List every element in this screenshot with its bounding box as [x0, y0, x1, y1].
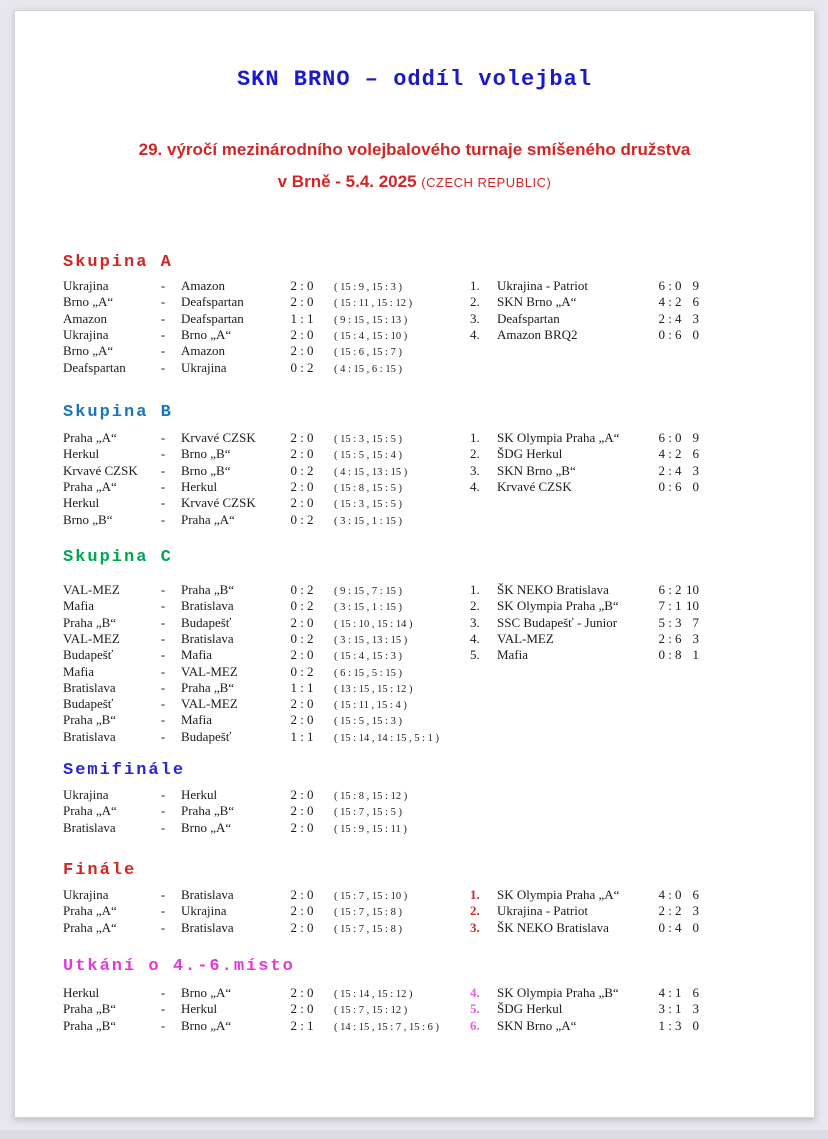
home-team: Mafia: [63, 663, 95, 679]
separator-dash: -: [160, 294, 166, 310]
standings-score: 2 : 6: [658, 630, 682, 646]
standings-points: 1: [692, 647, 699, 663]
home-team: Amazon: [63, 310, 108, 326]
separator-dash: -: [160, 1017, 166, 1033]
match-score: 2 : 0: [290, 1001, 314, 1017]
standings-row: [15, 479, 814, 495]
standings-points: 6: [692, 887, 699, 902]
set-scores: ( 15 : 3 , 15 : 5 ): [334, 499, 402, 511]
set-scores: ( 15 : 3 , 15 : 5 ): [334, 434, 402, 445]
match-score: 0 : 2: [290, 511, 314, 527]
match-row: [15, 512, 814, 528]
home-team: Brno „A“: [63, 343, 114, 359]
set-scores: ( 15 : 7 , 15 : 10 ): [334, 891, 408, 902]
home-team: Deafspartan: [63, 359, 126, 375]
standings-points: 3: [692, 462, 699, 478]
set-scores: ( 15 : 6 , 15 : 7 ): [334, 347, 402, 359]
home-team: Praha „A“: [63, 430, 117, 445]
standings-points: 9: [692, 430, 699, 445]
home-team: VAL-MEZ: [63, 582, 120, 597]
home-team: Ukrajina: [63, 887, 109, 902]
home-team: Krvavé CZSK: [63, 462, 138, 478]
standings-points: 10: [686, 598, 699, 614]
standings-team: VAL-MEZ: [497, 630, 554, 646]
home-team: Ukrajina: [63, 787, 109, 802]
match-score: 2 : 0: [290, 903, 314, 919]
separator-dash: -: [160, 582, 166, 597]
standings-points: 0: [692, 1017, 699, 1033]
match-row: [15, 343, 814, 359]
away-team: Brno „B“: [181, 446, 231, 462]
viewer-bottom-strip: [0, 1130, 828, 1139]
away-team: Brno „A“: [181, 985, 232, 1000]
set-scores: ( 15 : 5 , 15 : 4 ): [334, 450, 402, 462]
standings-rank: 1.: [470, 278, 480, 293]
standings-row: [15, 327, 814, 343]
away-team: Krvavé CZSK: [181, 430, 256, 445]
standings-row: [15, 887, 814, 903]
standings-rank: 4.: [470, 478, 480, 494]
separator-dash: -: [160, 679, 166, 695]
standings-points: 6: [692, 294, 699, 310]
set-scores: ( 15 : 11 , 15 : 12 ): [334, 298, 413, 310]
standings-rank: 4.: [470, 630, 480, 646]
standings-row: [15, 631, 814, 647]
standings-row: [15, 446, 814, 462]
home-team: Praha „A“: [63, 803, 117, 819]
standings-score: 0 : 6: [658, 326, 682, 342]
away-team: Mafia: [181, 712, 213, 728]
away-team: Herkul: [181, 478, 218, 494]
standings-points: 0: [692, 326, 699, 342]
separator-dash: -: [160, 903, 166, 919]
match-score: 0 : 2: [290, 598, 314, 614]
away-team: Amazon: [181, 278, 226, 293]
separator-dash: -: [160, 1001, 166, 1017]
standings-rank: 3.: [470, 310, 480, 326]
standings-row: [15, 920, 814, 936]
match-row: [15, 803, 814, 819]
away-team: Praha „B“: [181, 582, 235, 597]
away-team: Deafspartan: [181, 310, 244, 326]
set-scores: ( 9 : 15 , 7 : 15 ): [334, 586, 402, 597]
home-team: Herkul: [63, 495, 100, 511]
standings-row: [15, 278, 814, 294]
set-scores: ( 15 : 8 , 15 : 12 ): [334, 791, 408, 802]
home-team: Ukrajina: [63, 278, 109, 293]
standings-rank: 5.: [470, 647, 480, 663]
match-score: 2 : 0: [290, 614, 314, 630]
match-row: [15, 360, 814, 376]
set-scores: ( 15 : 7 , 15 : 5 ): [334, 807, 402, 819]
home-team: Bratislava: [63, 679, 116, 695]
tournament-country-note: (CZECH REPUBLIC): [421, 175, 552, 190]
standings-team: ŠDG Herkul: [497, 446, 563, 462]
match-row: [15, 680, 814, 696]
away-team: VAL-MEZ: [181, 663, 238, 679]
home-team: Praha „A“: [63, 478, 117, 494]
match-score: 1 : 1: [290, 679, 314, 695]
standings-score: 1 : 3: [658, 1017, 682, 1033]
standings-score: 4 : 2: [658, 294, 682, 310]
match-score: 2 : 0: [290, 343, 314, 359]
separator-dash: -: [160, 511, 166, 527]
standings-score: 6 : 0: [658, 430, 682, 445]
home-team: Praha „A“: [63, 903, 117, 919]
standings-rank: 2.: [470, 446, 480, 462]
separator-dash: -: [160, 326, 166, 342]
match-score: 2 : 0: [290, 478, 314, 494]
standings-points: 6: [692, 446, 699, 462]
set-scores: ( 9 : 15 , 15 : 13 ): [334, 314, 408, 326]
standings-rank: 2.: [470, 903, 480, 919]
separator-dash: -: [160, 495, 166, 511]
separator-dash: -: [160, 887, 166, 902]
match-row: [15, 712, 814, 728]
standings-team: SKN Brno „A“: [497, 294, 577, 310]
set-scores: ( 4 : 15 , 6 : 15 ): [334, 363, 402, 375]
section-title: Skupina C: [63, 548, 173, 567]
standings-score: 3 : 1: [658, 1001, 682, 1017]
match-score: 2 : 0: [290, 887, 314, 902]
standings-team: ŠK NEKO Bratislava: [497, 582, 609, 597]
standings-score: 2 : 4: [658, 462, 682, 478]
set-scores: ( 15 : 14 , 14 : 15 , 5 : 1 ): [334, 732, 439, 744]
away-team: Praha „A“: [181, 511, 235, 527]
away-team: Brno „A“: [181, 1017, 232, 1033]
away-team: Bratislava: [181, 630, 234, 646]
separator-dash: -: [160, 614, 166, 630]
standings-team: SK Olympia Praha „B“: [497, 598, 619, 614]
standings-row: [15, 903, 814, 919]
separator-dash: -: [160, 663, 166, 679]
match-score: 2 : 0: [290, 919, 314, 935]
set-scores: ( 15 : 7 , 15 : 8 ): [334, 923, 402, 935]
standings-rank: 2.: [470, 294, 480, 310]
standings-rank: 4.: [470, 326, 480, 342]
match-score: 2 : 0: [290, 819, 314, 835]
separator-dash: -: [160, 630, 166, 646]
standings-row: [15, 294, 814, 310]
away-team: VAL-MEZ: [181, 696, 238, 712]
home-team: VAL-MEZ: [63, 630, 120, 646]
standings-row: [15, 582, 814, 598]
tournament-subtitle: 29. výročí mezinárodního volejbalového turnaje smíšeného družstva: [138, 140, 691, 159]
match-row: [15, 820, 814, 836]
away-team: Mafia: [181, 647, 213, 663]
separator-dash: -: [160, 446, 166, 462]
home-team: Budapešť: [63, 647, 114, 663]
standings-points: 3: [692, 1001, 699, 1017]
away-team: Budapešť: [181, 614, 232, 630]
away-team: Bratislava: [181, 887, 234, 902]
home-team: Praha „B“: [63, 712, 117, 728]
set-scores: ( 3 : 15 , 1 : 15 ): [334, 602, 402, 614]
standings-rank: 1.: [470, 582, 480, 597]
standings-row: [15, 1018, 814, 1034]
match-score: 2 : 0: [290, 712, 314, 728]
match-row: [15, 787, 814, 803]
section-title: Finále: [63, 861, 137, 880]
home-team: Mafia: [63, 598, 95, 614]
standings-team: SK Olympia Praha „A“: [497, 887, 620, 902]
separator-dash: -: [160, 985, 166, 1000]
tournament-dateline: [15, 172, 814, 192]
standings-score: 5 : 3: [658, 614, 682, 630]
separator-dash: -: [160, 819, 166, 835]
standings-team: SK Olympia Praha „A“: [497, 430, 620, 445]
standings-team: Krvavé CZSK: [497, 478, 572, 494]
match-row: [15, 696, 814, 712]
set-scores: ( 15 : 14 , 15 : 12 ): [334, 989, 413, 1000]
match-score: 2 : 0: [290, 985, 314, 1000]
standings-row: [15, 1001, 814, 1017]
set-scores: ( 15 : 9 , 15 : 11 ): [334, 823, 407, 835]
home-team: Praha „A“: [63, 919, 117, 935]
standings-row: [15, 430, 814, 446]
standings-rank: 2.: [470, 598, 480, 614]
standings-points: 3: [692, 903, 699, 919]
home-team: Brno „B“: [63, 511, 113, 527]
standings-team: SSC Budapešť - Junior: [497, 614, 618, 630]
document-title: SKN BRNO – oddíl volejbal: [236, 67, 593, 92]
match-score: 1 : 1: [290, 310, 314, 326]
separator-dash: -: [160, 430, 166, 445]
set-scores: ( 15 : 7 , 15 : 8 ): [334, 907, 402, 919]
match-row: [15, 495, 814, 511]
set-scores: ( 15 : 4 , 15 : 10 ): [334, 330, 408, 342]
standings-score: 2 : 2: [658, 903, 682, 919]
standings-team: SK Olympia Praha „B“: [497, 985, 619, 1000]
set-scores: ( 3 : 15 , 13 : 15 ): [334, 634, 408, 646]
standings-points: 3: [692, 630, 699, 646]
away-team: Budapešť: [181, 728, 232, 744]
set-scores: ( 6 : 15 , 5 : 15 ): [334, 667, 402, 679]
match-score: 2 : 0: [290, 647, 314, 663]
tournament-date: v Brně - 5.4. 2025: [277, 172, 417, 191]
standings-score: 6 : 0: [658, 278, 682, 293]
away-team: Herkul: [181, 787, 218, 802]
set-scores: ( 14 : 15 , 15 : 7 , 15 : 6 ): [334, 1021, 439, 1033]
standings-team: SKN Brno „A“: [497, 1017, 577, 1033]
match-score: 2 : 0: [290, 278, 314, 293]
separator-dash: -: [160, 598, 166, 614]
away-team: Herkul: [181, 1001, 218, 1017]
match-score: 2 : 0: [290, 294, 314, 310]
standings-points: 6: [692, 985, 699, 1000]
match-score: 0 : 2: [290, 462, 314, 478]
away-team: Ukrajina: [181, 359, 227, 375]
standings-rank: 3.: [470, 614, 480, 630]
standings-points: 7: [692, 614, 699, 630]
standings-rank: 3.: [470, 919, 480, 935]
standings-score: 0 : 8: [658, 647, 682, 663]
standings-rank: 5.: [470, 1001, 480, 1017]
standings-rank: 6.: [470, 1017, 480, 1033]
set-scores: ( 15 : 10 , 15 : 14 ): [334, 618, 413, 630]
standings-rank: 1.: [470, 887, 480, 902]
match-score: 0 : 2: [290, 630, 314, 646]
match-score: 2 : 0: [290, 446, 314, 462]
separator-dash: -: [160, 478, 166, 494]
standings-points: 9: [692, 278, 699, 293]
standings-score: 6 : 2: [658, 582, 682, 597]
separator-dash: -: [160, 696, 166, 712]
document-page: [14, 10, 815, 1118]
away-team: Brno „B“: [181, 462, 231, 478]
standings-team: Deafspartan: [497, 310, 560, 326]
section-title: Skupina A: [63, 253, 173, 272]
away-team: Praha „B“: [181, 803, 235, 819]
standings-rank: 4.: [470, 985, 480, 1000]
match-row: [15, 664, 814, 680]
standings-points: 0: [692, 919, 699, 935]
match-score: 0 : 2: [290, 663, 314, 679]
home-team: Herkul: [63, 985, 100, 1000]
home-team: Budapešť: [63, 696, 114, 712]
set-scores: ( 15 : 8 , 15 : 5 ): [334, 482, 402, 494]
away-team: Brno „A“: [181, 326, 232, 342]
match-score: 2 : 0: [290, 803, 314, 819]
standings-points: 10: [686, 582, 699, 597]
match-score: 2 : 0: [290, 326, 314, 342]
section-title: Semifinále: [63, 761, 186, 780]
home-team: Brno „A“: [63, 294, 114, 310]
separator-dash: -: [160, 278, 166, 293]
set-scores: ( 13 : 15 , 15 : 12 ): [334, 683, 413, 695]
standings-team: ŠK NEKO Bratislava: [497, 919, 609, 935]
separator-dash: -: [160, 712, 166, 728]
home-team: Bratislava: [63, 728, 116, 744]
standings-score: 0 : 4: [658, 919, 682, 935]
standings-rank: 1.: [470, 430, 480, 445]
set-scores: ( 15 : 5 , 15 : 3 ): [334, 716, 402, 728]
home-team: Herkul: [63, 446, 100, 462]
standings-rank: 3.: [470, 462, 480, 478]
standings-team: ŠDG Herkul: [497, 1001, 563, 1017]
away-team: Deafspartan: [181, 294, 244, 310]
standings-row: [15, 615, 814, 631]
set-scores: ( 15 : 11 , 15 : 4 ): [334, 700, 407, 712]
standings-row: [15, 598, 814, 614]
standings-points: 0: [692, 478, 699, 494]
home-team: Praha „B“: [63, 1017, 117, 1033]
standings-score: 4 : 0: [658, 887, 682, 902]
match-score: 0 : 2: [290, 582, 314, 597]
section-title: Utkání o 4.-6.místo: [63, 957, 295, 976]
standings-team: Mafia: [497, 647, 529, 663]
set-scores: ( 3 : 15 , 1 : 15 ): [334, 515, 402, 527]
match-score: 2 : 0: [290, 787, 314, 802]
home-team: Praha „B“: [63, 614, 117, 630]
away-team: Brno „A“: [181, 819, 232, 835]
away-team: Amazon: [181, 343, 226, 359]
standings-points: 3: [692, 310, 699, 326]
home-team: Bratislava: [63, 819, 116, 835]
standings-row: [15, 647, 814, 663]
match-score: 2 : 0: [290, 495, 314, 511]
separator-dash: -: [160, 919, 166, 935]
standings-score: 0 : 6: [658, 478, 682, 494]
away-team: Ukrajina: [181, 903, 227, 919]
separator-dash: -: [160, 647, 166, 663]
standings-score: 2 : 4: [658, 310, 682, 326]
match-score: 1 : 1: [290, 728, 314, 744]
set-scores: ( 15 : 9 , 15 : 3 ): [334, 282, 402, 293]
section-title: Skupina B: [63, 403, 173, 422]
home-team: Praha „B“: [63, 1001, 117, 1017]
separator-dash: -: [160, 803, 166, 819]
separator-dash: -: [160, 728, 166, 744]
standings-score: 7 : 1: [658, 598, 682, 614]
standings-row: [15, 463, 814, 479]
match-score: 0 : 2: [290, 359, 314, 375]
separator-dash: -: [160, 343, 166, 359]
separator-dash: -: [160, 462, 166, 478]
match-row: [15, 729, 814, 745]
match-score: 2 : 0: [290, 696, 314, 712]
standings-score: 4 : 1: [658, 985, 682, 1000]
standings-row: [15, 311, 814, 327]
away-team: Bratislava: [181, 598, 234, 614]
set-scores: ( 15 : 4 , 15 : 3 ): [334, 651, 402, 663]
separator-dash: -: [160, 310, 166, 326]
away-team: Praha „B“: [181, 679, 235, 695]
away-team: Bratislava: [181, 919, 234, 935]
away-team: Krvavé CZSK: [181, 495, 256, 511]
standings-score: 4 : 2: [658, 446, 682, 462]
set-scores: ( 15 : 7 , 15 : 12 ): [334, 1005, 408, 1017]
standings-team: Amazon BRQ2: [497, 326, 578, 342]
standings-team: Ukrajina - Patriot: [497, 278, 588, 293]
match-score: 2 : 1: [290, 1017, 314, 1033]
separator-dash: -: [160, 359, 166, 375]
standings-row: [15, 985, 814, 1001]
standings-team: SKN Brno „B“: [497, 462, 576, 478]
standings-team: Ukrajina - Patriot: [497, 903, 588, 919]
home-team: Ukrajina: [63, 326, 109, 342]
match-score: 2 : 0: [290, 430, 314, 445]
set-scores: ( 4 : 15 , 13 : 15 ): [334, 466, 408, 478]
separator-dash: -: [160, 787, 166, 802]
